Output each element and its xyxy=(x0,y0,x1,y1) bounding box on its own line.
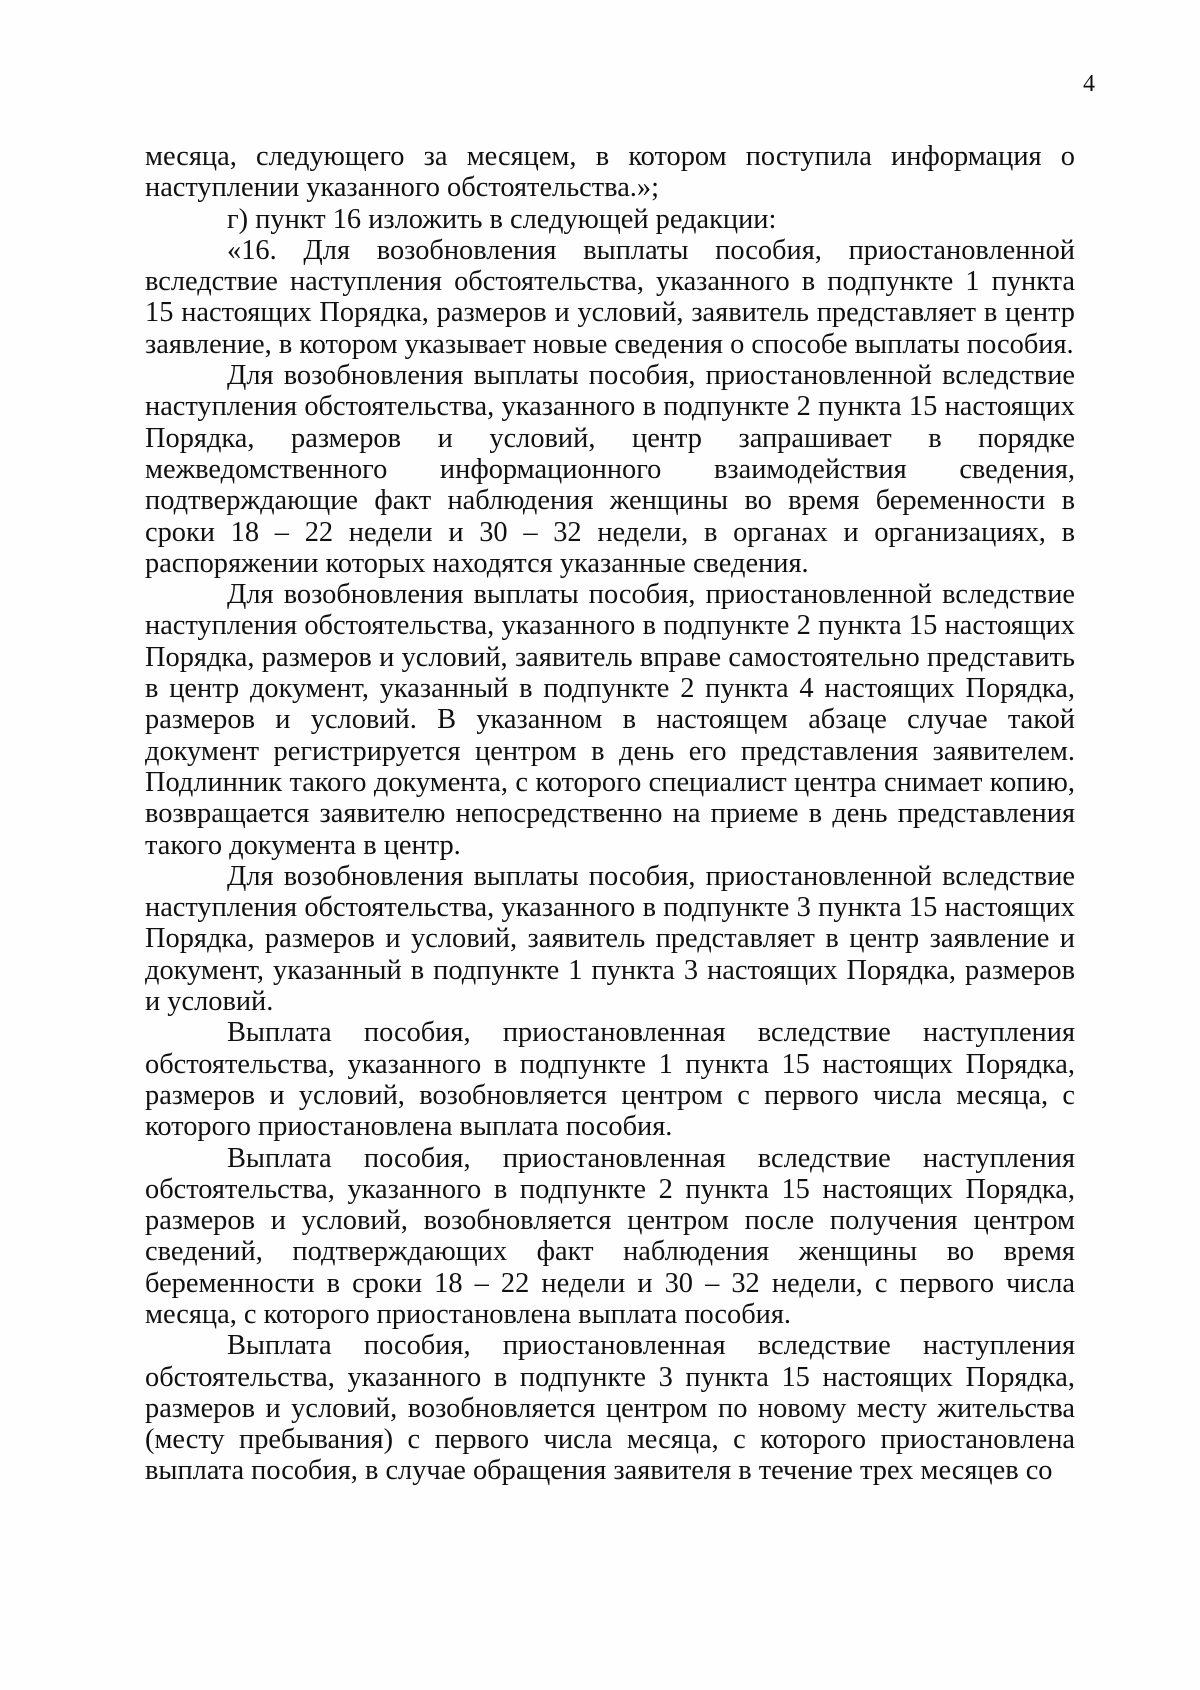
paragraph: Для возобновления выплаты пособия, приостановленной вследствие наступления обстоятельства, указанного в подпункте 3 пункта 15 настоящих Порядка, размеров и условий, заявитель представляет в центр заявление и документ, указанный в подпункте 1 пункта 3 настоящих Порядка, размеров и условий. xyxy=(145,860,1075,1018)
page-number: 4 xyxy=(1083,71,1095,97)
paragraph-item-16: «16. Для возобновления выплаты пособия, приостановленной вследствие наступления обстоятельства, указанного в подпункте 1 пункта 15 настоящих Порядка, размеров и условий, заявитель представляет в центр заявление, в котором указывает новые сведения о способе выплаты пособия. xyxy=(145,234,1075,360)
paragraph: Выплата пособия, приостановленная вследствие наступления обстоятельства, указанного в подпункте 3 пункта 15 настоящих Порядка, размеров и условий, возобновляется центром по новому месту жительства (месту пребывания) с первого числа месяца, с которого приостановлена выплата пособия, в случае обращения заявителя в течение трех месяцев со xyxy=(145,1330,1075,1487)
paragraph-subitem-g: г) пункт 16 изложить в следующей редакции: xyxy=(227,203,777,235)
paragraph: Выплата пособия, приостановленная вследствие наступления обстоятельства, указанного в подпункте 2 пункта 15 настоящих Порядка, размеров и условий, возобновляется центром после получения центром сведений, подтверждающих факт наблюдения женщины во время беременности в сроки 18 – 22 недели и 30 – 32 недели, с первого числа месяца, с которого приостановлена выплата пособия. xyxy=(145,1142,1075,1330)
paragraph: Для возобновления выплаты пособия, приостановленной вследствие наступления обстоятельства, указанного в подпункте 2 пункта 15 настоящих Порядка, размеров и условий, заявитель вправе самостоятельно представить в центр документ, указанный в подпункте 2 пункта 4 настоящих Порядка, размеров и условий. В указанном в настоящем абзаце случае такой документ регистрируется центром в день его представления заявителем. Подлинник такого документа, с которого специалист центра снимает копию, возвращается заявителю непосредственно на приеме в день представления такого документа в центр. xyxy=(145,579,1075,861)
paragraph-continuation: месяца, следующего за месяцем, в котором поступила информация о наступлении указанного обстоятельства.»; xyxy=(145,141,1075,204)
document-body xyxy=(145,141,1075,1487)
paragraph: Для возобновления выплаты пособия, приостановленной вследствие наступления обстоятельства, указанного в подпункте 2 пункта 15 настоящих Порядка, размеров и условий, центр запрашивает в порядке межведомственного информационного взаимодействия сведения, подтверждающие факт наблюдения женщины во время беременности в сроки 18 – 22 недели и 30 – 32 недели, в органах и организациях, в распоряжении которых находятся указанные сведения. xyxy=(145,360,1075,579)
paragraph: Выплата пособия, приостановленная вследствие наступления обстоятельства, указанного в подпункте 1 пункта 15 настоящих Порядка, размеров и условий, возобновляется центром с первого числа месяца, с которого приостановлена выплата пособия. xyxy=(145,1017,1075,1143)
